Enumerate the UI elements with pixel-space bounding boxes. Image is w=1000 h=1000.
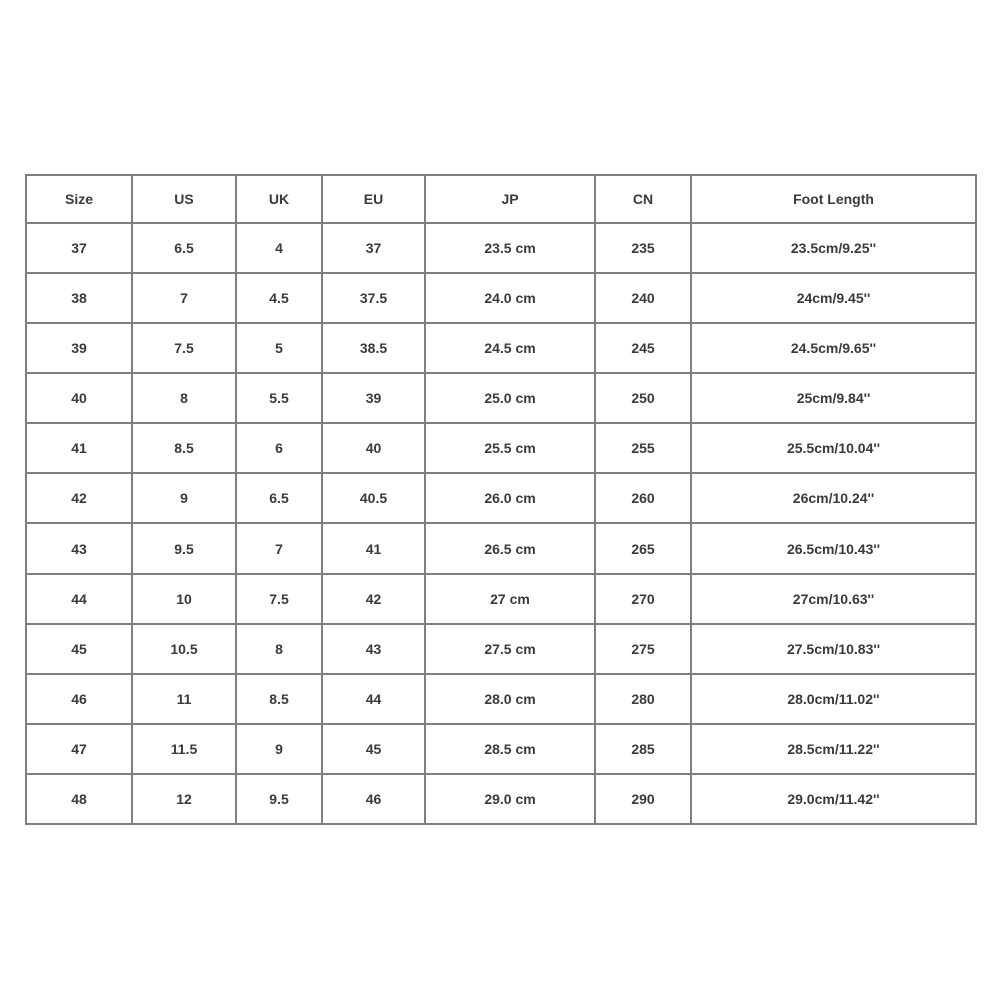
cell-us: 11.5: [132, 724, 236, 774]
cell-cn: 260: [595, 473, 691, 523]
cell-eu: 37.5: [322, 273, 425, 323]
cell-cn: 290: [595, 774, 691, 824]
cell-foot-length: 26.5cm/10.43'': [691, 523, 976, 573]
cell-eu: 45: [322, 724, 425, 774]
cell-size: 37: [26, 223, 132, 273]
cell-us: 11: [132, 674, 236, 724]
table-row: [26, 473, 976, 523]
cell-uk: 4.5: [236, 273, 322, 323]
cell-size: 39: [26, 323, 132, 373]
cell-us: 10.5: [132, 624, 236, 674]
cell-cn: 270: [595, 574, 691, 624]
table-row: [26, 674, 976, 724]
cell-us: 8: [132, 373, 236, 423]
cell-cn: 280: [595, 674, 691, 724]
cell-foot-length: 25cm/9.84'': [691, 373, 976, 423]
cell-uk: 7.5: [236, 574, 322, 624]
cell-jp: 27 cm: [425, 574, 595, 624]
cell-uk: 8: [236, 624, 322, 674]
column-header-uk: UK: [236, 175, 322, 223]
cell-eu: 40.5: [322, 473, 425, 523]
cell-us: 12: [132, 774, 236, 824]
cell-cn: 250: [595, 373, 691, 423]
cell-cn: 235: [595, 223, 691, 273]
cell-cn: 285: [595, 724, 691, 774]
cell-jp: 25.5 cm: [425, 423, 595, 473]
cell-foot-length: 27.5cm/10.83'': [691, 624, 976, 674]
table-row: [26, 273, 976, 323]
cell-foot-length: 27cm/10.63'': [691, 574, 976, 624]
cell-eu: 38.5: [322, 323, 425, 373]
cell-foot-length: 25.5cm/10.04'': [691, 423, 976, 473]
cell-uk: 6: [236, 423, 322, 473]
column-header-us: US: [132, 175, 236, 223]
cell-jp: 28.5 cm: [425, 724, 595, 774]
column-header-size: Size: [26, 175, 132, 223]
cell-size: 42: [26, 473, 132, 523]
cell-size: 38: [26, 273, 132, 323]
cell-jp: 24.5 cm: [425, 323, 595, 373]
cell-size: 45: [26, 624, 132, 674]
cell-foot-length: 24cm/9.45'': [691, 273, 976, 323]
cell-size: 41: [26, 423, 132, 473]
cell-uk: 8.5: [236, 674, 322, 724]
cell-size: 46: [26, 674, 132, 724]
cell-foot-length: 26cm/10.24'': [691, 473, 976, 523]
cell-size: 44: [26, 574, 132, 624]
table-row: [26, 624, 976, 674]
cell-cn: 265: [595, 523, 691, 573]
cell-eu: 40: [322, 423, 425, 473]
cell-us: 7.5: [132, 323, 236, 373]
cell-eu: 42: [322, 574, 425, 624]
table-row: [26, 373, 976, 423]
cell-uk: 4: [236, 223, 322, 273]
table-row: [26, 323, 976, 373]
cell-jp: 27.5 cm: [425, 624, 595, 674]
cell-uk: 6.5: [236, 473, 322, 523]
cell-jp: 23.5 cm: [425, 223, 595, 273]
cell-jp: 24.0 cm: [425, 273, 595, 323]
cell-us: 10: [132, 574, 236, 624]
cell-eu: 41: [322, 523, 425, 573]
cell-size: 40: [26, 373, 132, 423]
cell-uk: 9.5: [236, 774, 322, 824]
cell-cn: 275: [595, 624, 691, 674]
size-chart-table: [25, 174, 977, 825]
table-body: [26, 223, 976, 824]
cell-jp: 25.0 cm: [425, 373, 595, 423]
cell-jp: 28.0 cm: [425, 674, 595, 724]
cell-size: 43: [26, 523, 132, 573]
cell-foot-length: 28.0cm/11.02'': [691, 674, 976, 724]
cell-size: 47: [26, 724, 132, 774]
column-header-cn: CN: [595, 175, 691, 223]
cell-foot-length: 29.0cm/11.42'': [691, 774, 976, 824]
cell-us: 6.5: [132, 223, 236, 273]
cell-us: 7: [132, 273, 236, 323]
table-row: [26, 574, 976, 624]
table-row: [26, 423, 976, 473]
table-header: [26, 175, 976, 223]
table-row: [26, 774, 976, 824]
cell-uk: 5.5: [236, 373, 322, 423]
cell-eu: 37: [322, 223, 425, 273]
column-header-eu: EU: [322, 175, 425, 223]
cell-foot-length: 24.5cm/9.65'': [691, 323, 976, 373]
cell-eu: 43: [322, 624, 425, 674]
column-header-foot-length: Foot Length: [691, 175, 976, 223]
header-row: [26, 175, 976, 223]
cell-uk: 7: [236, 523, 322, 573]
cell-foot-length: 23.5cm/9.25'': [691, 223, 976, 273]
cell-cn: 245: [595, 323, 691, 373]
cell-eu: 44: [322, 674, 425, 724]
cell-jp: 29.0 cm: [425, 774, 595, 824]
cell-cn: 240: [595, 273, 691, 323]
cell-eu: 39: [322, 373, 425, 423]
cell-us: 9: [132, 473, 236, 523]
cell-us: 9.5: [132, 523, 236, 573]
column-header-jp: JP: [425, 175, 595, 223]
cell-foot-length: 28.5cm/11.22'': [691, 724, 976, 774]
table-row: [26, 724, 976, 774]
cell-uk: 5: [236, 323, 322, 373]
cell-us: 8.5: [132, 423, 236, 473]
cell-jp: 26.5 cm: [425, 523, 595, 573]
cell-uk: 9: [236, 724, 322, 774]
cell-jp: 26.0 cm: [425, 473, 595, 523]
cell-size: 48: [26, 774, 132, 824]
cell-eu: 46: [322, 774, 425, 824]
table-row: [26, 523, 976, 573]
table-row: [26, 223, 976, 273]
cell-cn: 255: [595, 423, 691, 473]
